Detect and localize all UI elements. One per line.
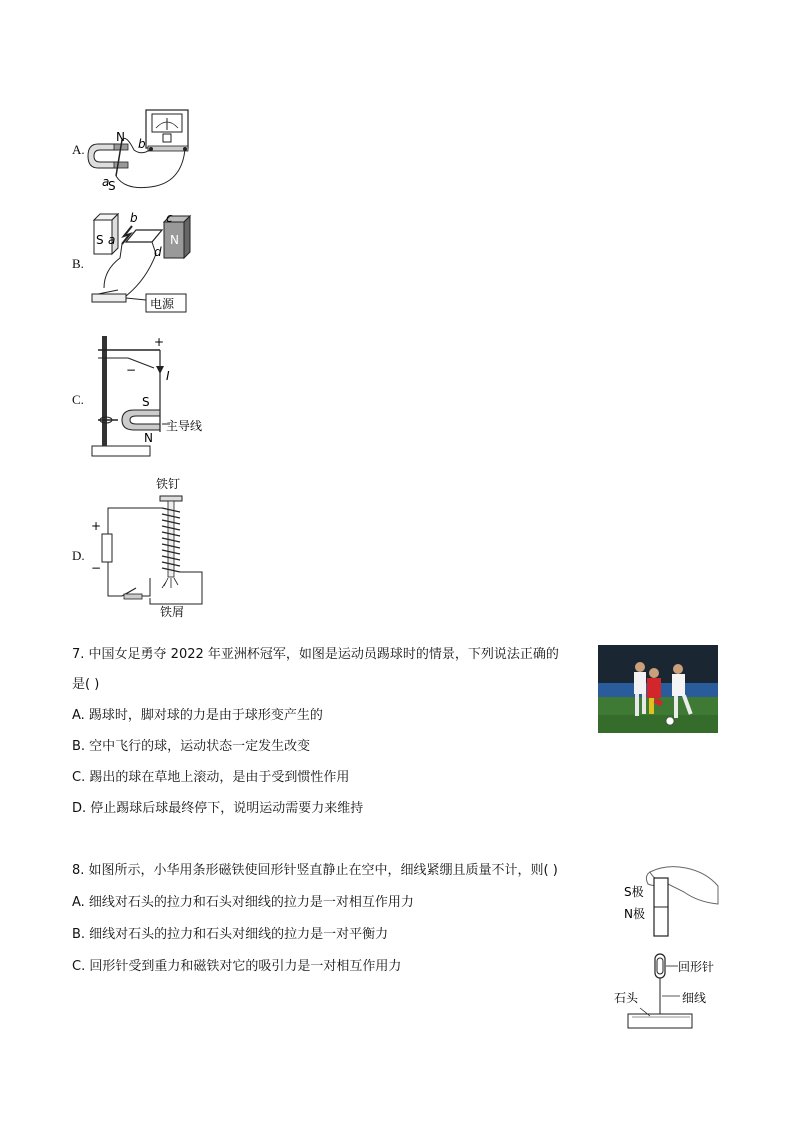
figure-c-oersted	[88, 332, 212, 464]
q8-stem: 8. 如图所示，小华用条形磁铁使回形针竖直静止在空中，细线紧绷且质量不计，则( )	[72, 863, 558, 878]
label-plus: +	[91, 519, 102, 533]
label-n: N	[170, 233, 179, 247]
label-d: d	[154, 245, 162, 259]
q8-option-a[interactable]: A. 细线对石头的拉力和石头对细线的拉力是一对相互作用力	[72, 895, 414, 910]
label-s: S	[108, 179, 116, 193]
label-wire: 主导线	[166, 419, 203, 433]
figure-b-motor-circuit	[86, 210, 202, 314]
figure-a-galvanometer-circuit	[86, 104, 196, 196]
label-i: I	[166, 369, 170, 383]
option-a-label: A.	[72, 142, 85, 157]
figure-q8-svg	[606, 862, 736, 1034]
figure-d-svg	[86, 474, 212, 624]
label-b: b	[138, 137, 146, 151]
label-paperclip: 回形针	[678, 960, 715, 974]
stone-block	[628, 1014, 692, 1028]
figure-q8-magnet-paperclip	[606, 862, 736, 1034]
q7-option-a[interactable]: A. 踢球时，脚对球的力是由于球形变产生的	[72, 708, 323, 723]
q7-stem-line1: 7. 中国女足勇夺 2022 年亚洲杯冠军，如图是运动员踢球时的情景，下列说法正确的	[72, 647, 559, 662]
label-nail: 铁钉	[156, 477, 181, 491]
label-filings: 铁屑	[160, 605, 185, 619]
q8-option-c[interactable]: C. 回形针受到重力和磁铁对它的吸引力是一对相互作用力	[72, 959, 402, 974]
soccer-photo-svg	[598, 645, 718, 733]
label-plus: +	[154, 335, 165, 349]
label-s: S	[96, 233, 104, 247]
option-d-label: D.	[72, 548, 85, 563]
label-n: N	[144, 431, 153, 445]
label-a: a	[108, 233, 116, 247]
figure-c-svg	[88, 332, 212, 464]
label-thread: 细线	[682, 991, 707, 1005]
label-n: N	[116, 130, 125, 144]
q7-stem-line2: 是( )	[72, 677, 100, 692]
q7-option-d[interactable]: D. 停止踢球后球最终停下，说明运动需要力来维持	[72, 801, 364, 816]
q7-option-b[interactable]: B. 空中飞行的球，运动状态一定发生改变	[72, 739, 311, 754]
label-power: 电源	[150, 297, 175, 311]
label-s: S	[142, 395, 150, 409]
label-b: b	[130, 211, 138, 225]
q7-option-c[interactable]: C. 踢出的球在草地上滚动，是由于受到惯性作用	[72, 770, 350, 785]
soccer-photo	[598, 645, 718, 733]
figure-d-electromagnet	[86, 474, 212, 624]
label-a: a	[102, 175, 110, 189]
option-c-label: C.	[72, 392, 84, 407]
label-c: c	[166, 211, 173, 225]
label-n-pole: N极	[624, 907, 645, 921]
label-minus: −	[126, 363, 137, 377]
label-stone: 石头	[614, 991, 639, 1005]
option-b-label: B.	[72, 256, 84, 271]
q8-option-b[interactable]: B. 细线对石头的拉力和石头对细线的拉力是一对平衡力	[72, 927, 389, 942]
figure-b-svg	[86, 210, 202, 314]
label-s-pole: S极	[624, 885, 644, 899]
figure-a-svg	[86, 104, 196, 196]
label-minus: −	[91, 561, 102, 575]
